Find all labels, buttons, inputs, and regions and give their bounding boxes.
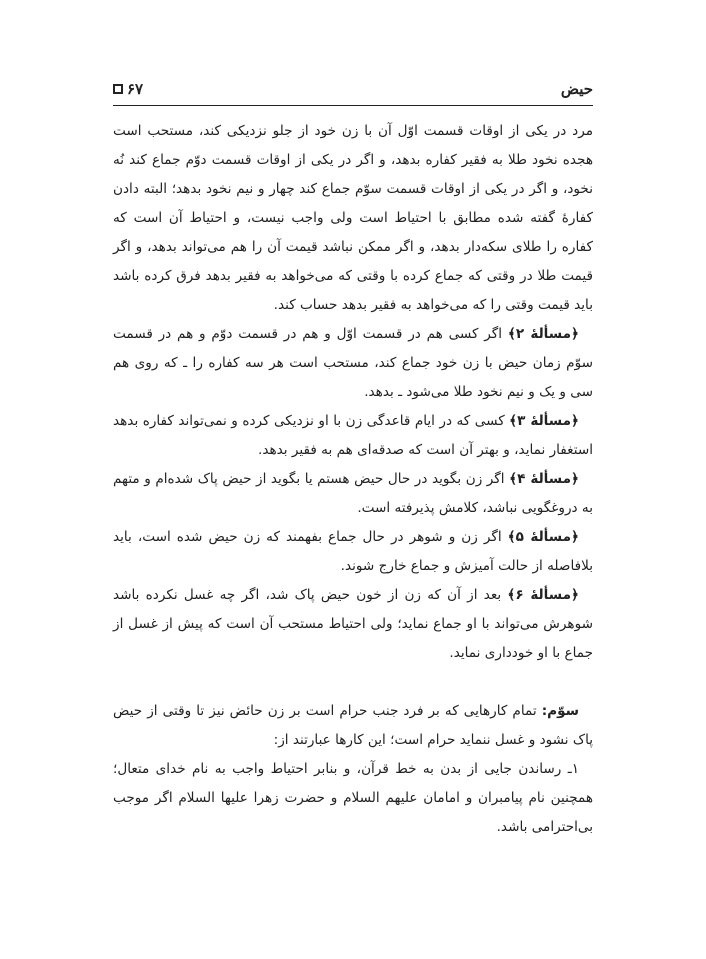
masale-text: بعد از آن که زن از خون حیض پاک شد، اگر چه غسل نکرده باشد شوهرش می‌تواند با او جماع نماید؛ ولی احتیاط مستحب آن است که پیش از غسل از جماع با او خودداری نماید. (113, 587, 593, 661)
masale-6 (113, 581, 593, 668)
masale-2 (113, 320, 593, 407)
masale-label: ﴿مسألهٔ ۵﴾ (507, 529, 580, 545)
masale-text: کسی که در ایام قاعدگی زن با او نزدیکی کرده و نمی‌تواند کفاره بدهد استغفار نماید، و بهتر آن است که صدقه‌ای هم به فقیر بدهد. (113, 413, 593, 458)
masale-text: اگر زن بگوید در حال حیض هستم یا بگوید از حیض پاک شده‌ام و متهم به دروغگویی نباشد، کلامش پذیرفته است. (113, 471, 593, 516)
section-spacer (113, 668, 593, 697)
header-divider (113, 105, 593, 106)
masale-4 (113, 465, 593, 523)
page-number-text: ۶۷ (127, 80, 144, 98)
page-box-icon (113, 84, 123, 94)
masale-5 (113, 523, 593, 581)
section-label: سوّم: (541, 703, 579, 719)
masale-label: ﴿مسألهٔ ۴﴾ (509, 471, 579, 487)
masale-label: ﴿مسألهٔ ۶﴾ (507, 587, 579, 603)
list-item-1: ۱ـ رساندن جایی از بدن به خط قرآن، و بنابر احتیاط واجب به نام خدای متعال؛ همچنین نام پیامبران و امامان علیهم السلام و حضرت زهرا علیها السلام اگر موجب بی‌احترامی باشد. (113, 761, 593, 835)
masale-label: ﴿مسألهٔ ۲﴾ (507, 326, 580, 342)
paragraph-intro: مرد در یکی از اوقات قسمت اوّل آن با زن خود از جلو نزدیکی کند، مستحب است هجده نخود طلا به فقیر کفاره بدهد، و اگر در یکی از اوقات قسمت دوّم جماع کند نُه نخود، و اگر در یکی از اوقات قسمت سوّم جماع کند چهار و نیم نخود بدهد؛ البته دادن کفارهٔ گفته شده مطابق با احتیاط است ولی واجب نیست، و احتیاط آن است که کفاره را طلای سکه‌دار بدهد، و اگر ممکن نباشد قیمت آن را هم می‌تواند بدهد، و اگر قیمت طلا در وقتی که جماع کرده با وقتی که می‌خواهد به فقیر بدهد فرق کرده باشد باید قیمت وقتی را که می‌خواهد به فقیر بدهد حساب کند. (113, 123, 593, 313)
section-text: تمام کارهایی که بر فرد جنب حرام است بر زن حائض نیز تا وقتی از حیض پاک نشود و غسل ننماید حرام است؛ این کارها عبارتند از: (113, 703, 593, 748)
masale-text: اگر زن و شوهر در حال جماع بفهمند که زن حیض شده است، باید بلافاصله از حالت آمیزش و جماع خارج شوند. (113, 529, 593, 574)
page-number (113, 80, 143, 98)
masale-text: اگر کسی هم در قسمت اوّل و هم در قسمت دوّم و هم در قسمت سوّم زمان حیض با زن خود جماع کند، مستحب است هر سه کفاره را ـ که روی هم سی و یک و نیم نخود طلا می‌شود ـ بدهد. (113, 326, 593, 400)
section-third (113, 697, 593, 755)
masale-label: ﴿مسألهٔ ۳﴾ (509, 413, 579, 429)
page-body (113, 117, 593, 842)
page-header (113, 78, 593, 102)
chapter-title: حیض (560, 80, 593, 98)
masale-3 (113, 407, 593, 465)
